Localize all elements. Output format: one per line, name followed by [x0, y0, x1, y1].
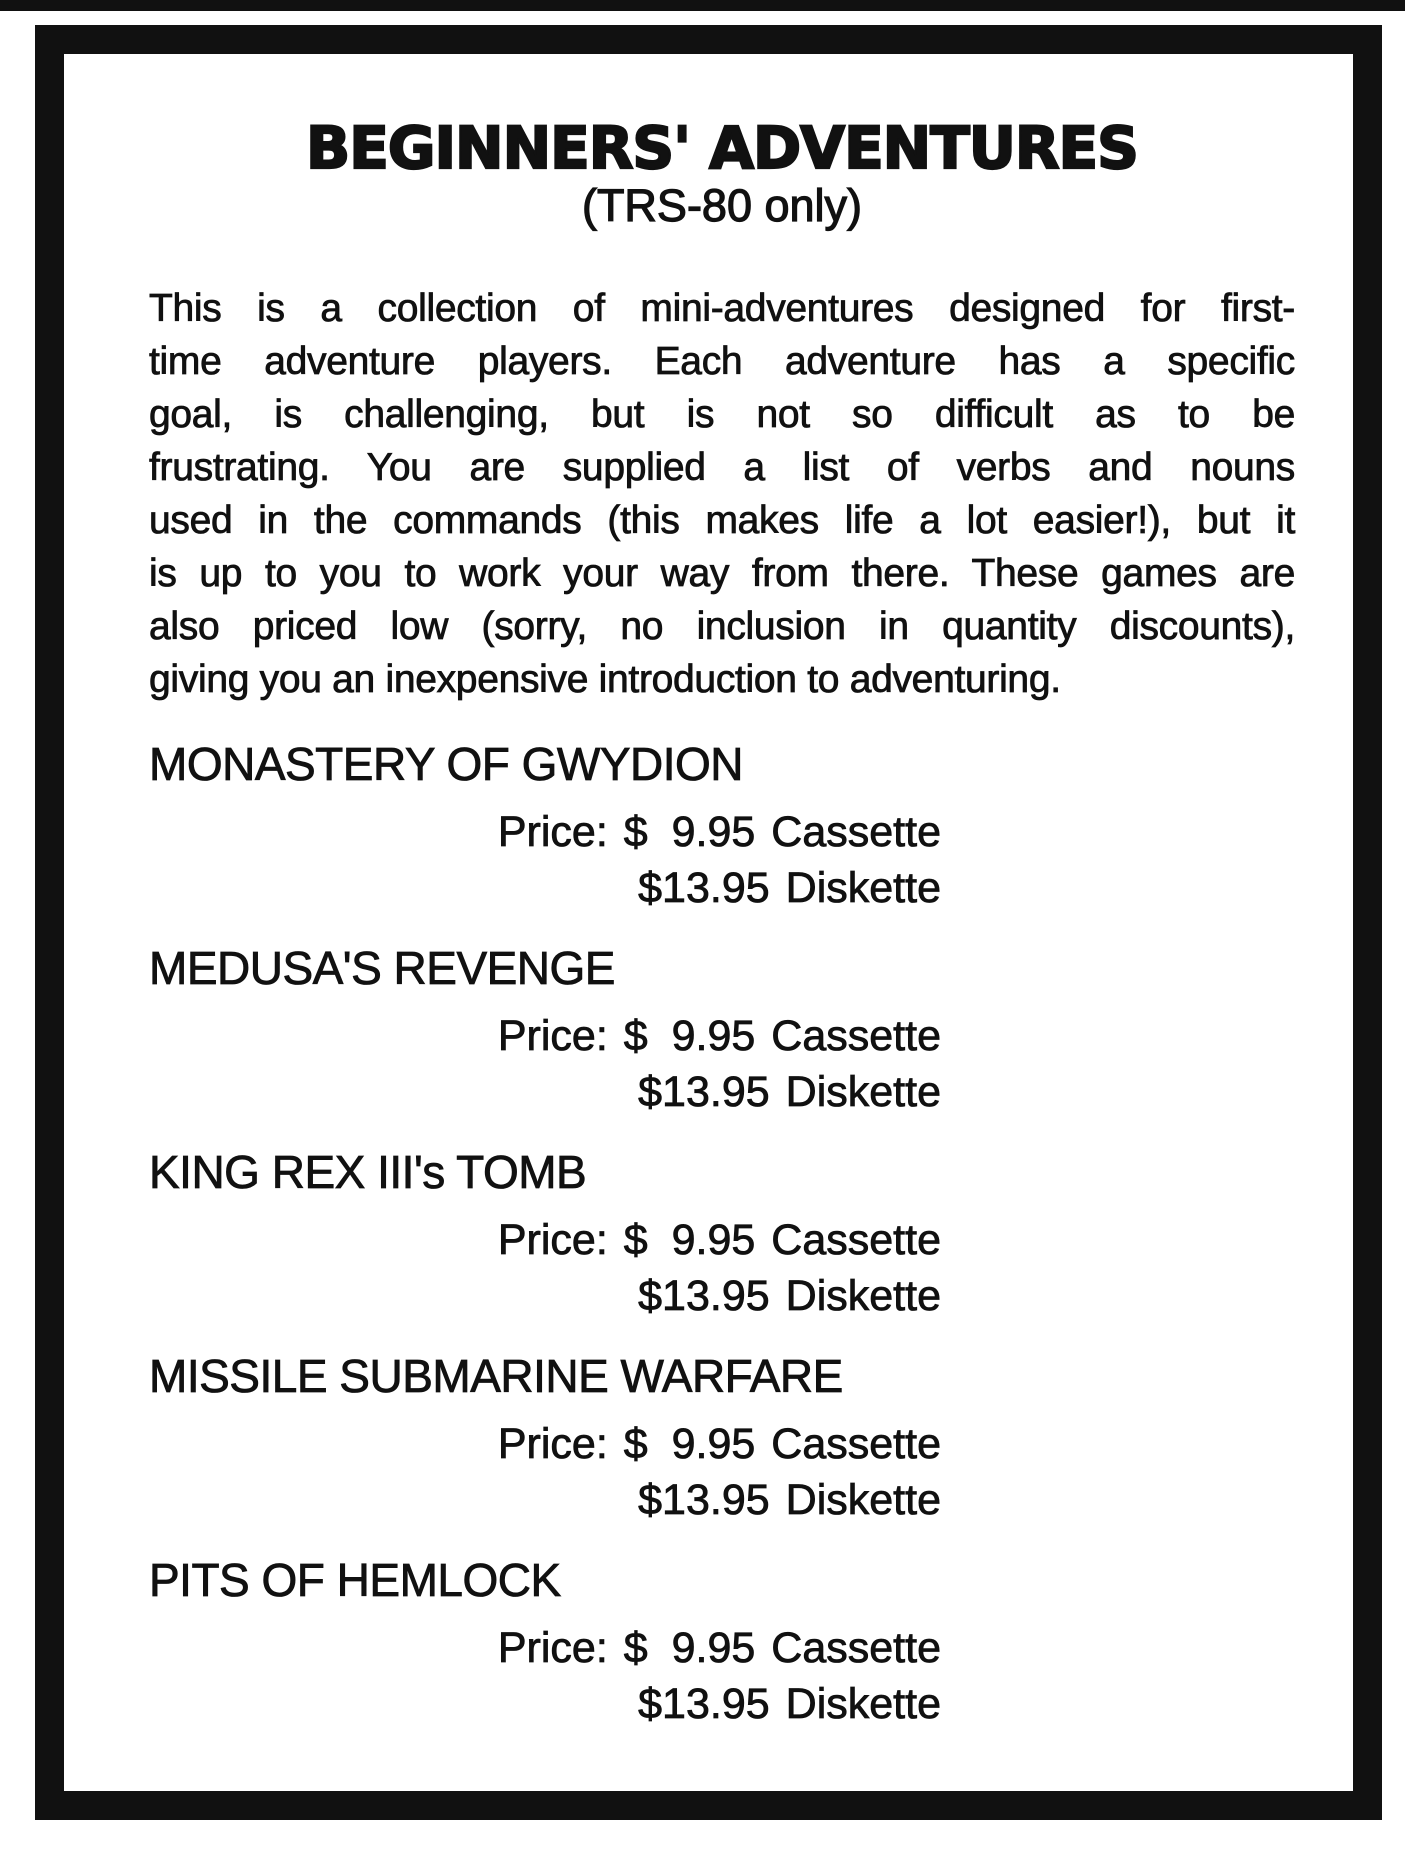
price-line	[149, 1212, 941, 1268]
price-format: Diskette	[785, 1272, 941, 1320]
price-amount: $13.95	[638, 1680, 770, 1728]
price-line	[149, 1416, 941, 1472]
price-line	[149, 1268, 941, 1324]
price-line	[149, 1008, 941, 1064]
price-line	[149, 1620, 941, 1676]
price-format: Cassette	[771, 1012, 941, 1060]
ad-border-box	[35, 25, 1382, 1820]
price-amount: $ 9.95	[623, 1624, 756, 1672]
price-amount: $13.95	[638, 1476, 770, 1524]
price-block	[149, 1416, 941, 1528]
game-title: MEDUSA'S REVENGE	[149, 942, 615, 994]
price-block	[149, 1212, 941, 1324]
price-amount: $13.95	[638, 864, 770, 912]
game-title: MONASTERY OF GWYDION	[149, 738, 744, 790]
description	[149, 282, 1295, 706]
price-amount: $ 9.95	[623, 808, 756, 856]
game-title: MISSILE SUBMARINE WARFARE	[149, 1350, 843, 1402]
price-line	[149, 860, 941, 916]
game-title: PITS OF HEMLOCK	[149, 1554, 561, 1606]
game-entry	[149, 1148, 1295, 1324]
price-label: Price:	[497, 1420, 608, 1468]
description-line: time adventure players. Each adventure has a specific	[149, 340, 1295, 383]
price-format: Cassette	[771, 1420, 941, 1468]
price-block	[149, 1008, 941, 1120]
description-line: giving you an inexpensive introduction to adventuring.	[149, 658, 1061, 701]
game-entry	[149, 1352, 1295, 1528]
description-line: used in the commands (this makes life a lot easier!), but it	[149, 499, 1295, 542]
price-block	[149, 1620, 941, 1732]
price-amount: $ 9.95	[623, 1216, 756, 1264]
page-top-rule	[0, 0, 1405, 11]
description-line: This is a collection of mini-adventures designed for first-	[149, 287, 1295, 330]
price-line	[149, 1472, 941, 1528]
price-amount: $13.95	[638, 1272, 770, 1320]
price-label: Price:	[497, 1012, 608, 1060]
price-format: Diskette	[785, 1476, 941, 1524]
price-line	[149, 1676, 941, 1732]
game-title: KING REX III's TOMB	[149, 1146, 587, 1198]
description-line: is up to you to work your way from there. These games are	[149, 552, 1295, 595]
page-title: BEGINNERS' ADVENTURES	[306, 114, 1138, 182]
game-entry	[149, 944, 1295, 1120]
games-list	[149, 740, 1295, 1732]
price-line	[149, 804, 941, 860]
price-format: Diskette	[785, 1068, 941, 1116]
price-format: Cassette	[771, 1624, 941, 1672]
price-amount: $13.95	[638, 1068, 770, 1116]
price-label: Price:	[497, 1624, 608, 1672]
game-entry	[149, 1556, 1295, 1732]
price-label: Price:	[497, 808, 608, 856]
ad-content	[64, 114, 1353, 1732]
price-line	[149, 1064, 941, 1120]
price-format: Diskette	[785, 864, 941, 912]
price-format: Cassette	[771, 808, 941, 856]
description-line: goal, is challenging, but is not so difficult as to be	[149, 393, 1295, 436]
description-line: frustrating. You are supplied a list of verbs and nouns	[149, 446, 1295, 489]
price-label: Price:	[497, 1216, 608, 1264]
page-subtitle: (TRS-80 only)	[581, 180, 863, 231]
price-amount: $ 9.95	[623, 1420, 756, 1468]
price-amount: $ 9.95	[623, 1012, 756, 1060]
description-line: also priced low (sorry, no inclusion in quantity discounts),	[149, 605, 1295, 648]
price-format: Diskette	[785, 1680, 941, 1728]
game-entry	[149, 740, 1295, 916]
price-block	[149, 804, 941, 916]
price-format: Cassette	[771, 1216, 941, 1264]
